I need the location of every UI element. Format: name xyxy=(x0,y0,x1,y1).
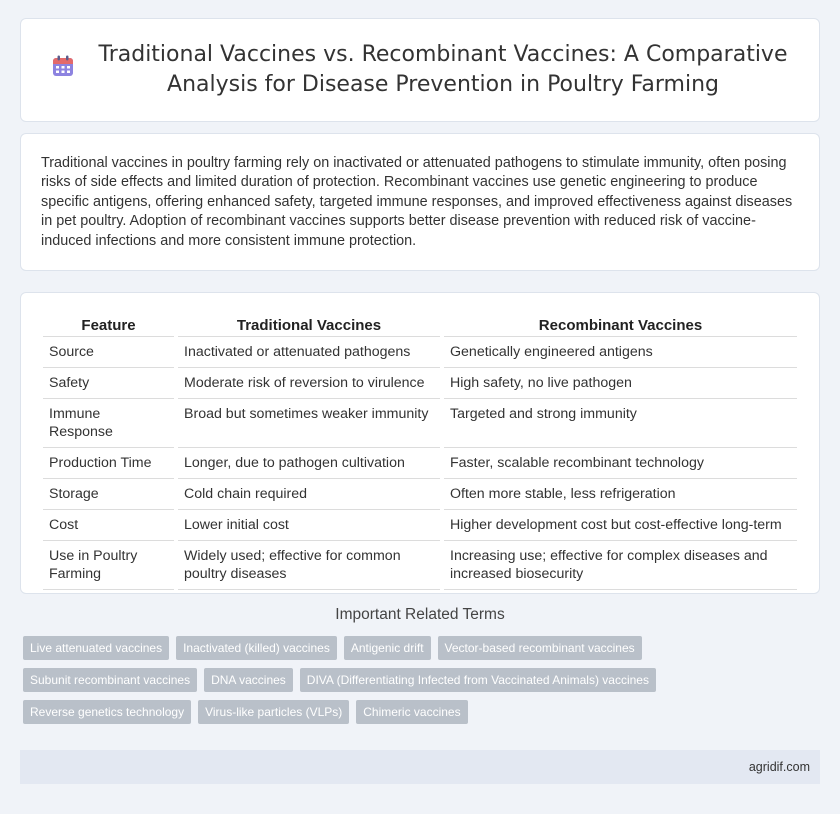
table-cell: Lower initial cost xyxy=(178,510,440,541)
header-feature: Feature xyxy=(43,315,174,337)
related-terms-tags xyxy=(20,636,820,724)
table-cell: Production Time xyxy=(43,448,174,479)
related-term-tag[interactable]: Chimeric vaccines xyxy=(356,700,467,724)
table-row xyxy=(43,448,797,479)
related-term-tag[interactable]: Vector-based recombinant vaccines xyxy=(438,636,642,660)
table-cell: Moderate risk of reversion to virulence xyxy=(178,368,440,399)
comparison-table xyxy=(39,315,801,590)
intro-paragraph: Traditional vaccines in poultry farming rely on inactivated or attenuated pathogens to stimulate immunity, often posing risks of side effects and limited duration of protection. Recombinant vaccines use genetic engineering to produce specific antigens, offering enhanced safety, targeted immune responses, and improved effectiveness against diseases in pet poultry. Adoption of recombinant vaccines supports better disease prevention with reduced risk of vaccine-induced infections and more consistent immune protection. xyxy=(41,155,793,249)
table-cell: Higher development cost but cost-effective long-term xyxy=(444,510,797,541)
table-cell: Faster, scalable recombinant technology xyxy=(444,448,797,479)
table-row xyxy=(43,510,797,541)
table-cell: Cold chain required xyxy=(178,479,440,510)
related-term-tag[interactable]: Antigenic drift xyxy=(344,636,431,660)
header-traditional: Traditional Vaccines xyxy=(178,315,440,337)
related-term-tag[interactable]: Virus-like particles (VLPs) xyxy=(198,700,349,724)
table-cell: Source xyxy=(43,337,174,368)
related-term-tag[interactable]: DNA vaccines xyxy=(204,668,293,692)
table-cell: Often more stable, less refrigeration xyxy=(444,479,797,510)
table-cell: Safety xyxy=(43,368,174,399)
related-terms-section xyxy=(20,606,820,724)
table-cell: Inactivated or attenuated pathogens xyxy=(178,337,440,368)
table-cell: Use in Poultry Farming xyxy=(43,541,174,590)
footer-site-link[interactable]: agridif.com xyxy=(748,760,810,774)
table-cell: Widely used; effective for common poultry diseases xyxy=(178,541,440,590)
intro-card xyxy=(20,133,820,271)
table-cell: Genetically engineered antigens xyxy=(444,337,797,368)
table-row xyxy=(43,479,797,510)
table-cell: Broad but sometimes weaker immunity xyxy=(178,399,440,448)
related-term-tag[interactable]: Reverse genetics technology xyxy=(23,700,191,724)
footer xyxy=(20,750,820,784)
header-recombinant: Recombinant Vaccines xyxy=(444,315,797,337)
table-cell: Cost xyxy=(43,510,174,541)
related-term-tag[interactable]: Subunit recombinant vaccines xyxy=(23,668,197,692)
table-cell: Longer, due to pathogen cultivation xyxy=(178,448,440,479)
table-row xyxy=(43,399,797,448)
title-card xyxy=(20,18,820,122)
related-terms-title: Important Related Terms xyxy=(335,606,505,623)
table-cell: Immune Response xyxy=(43,399,174,448)
table-cell: Targeted and strong immunity xyxy=(444,399,797,448)
table-cell: Increasing use; effective for complex diseases and increased biosecurity xyxy=(444,541,797,590)
related-term-tag[interactable]: DIVA (Differentiating Infected from Vaccinated Animals) vaccines xyxy=(300,668,656,692)
table-header-row xyxy=(43,315,797,337)
table-row xyxy=(43,337,797,368)
table-row xyxy=(43,541,797,590)
table-row xyxy=(43,368,797,399)
related-term-tag[interactable]: Live attenuated vaccines xyxy=(23,636,169,660)
table-cell: Storage xyxy=(43,479,174,510)
comparison-table-card xyxy=(20,292,820,594)
table-cell: High safety, no live pathogen xyxy=(444,368,797,399)
related-term-tag[interactable]: Inactivated (killed) vaccines xyxy=(176,636,337,660)
calendar-icon xyxy=(51,54,75,78)
page-title: Traditional Vaccines vs. Recombinant Vaccines: A Comparative Analysis for Disease Prevention in Poultry Farming xyxy=(98,42,788,97)
